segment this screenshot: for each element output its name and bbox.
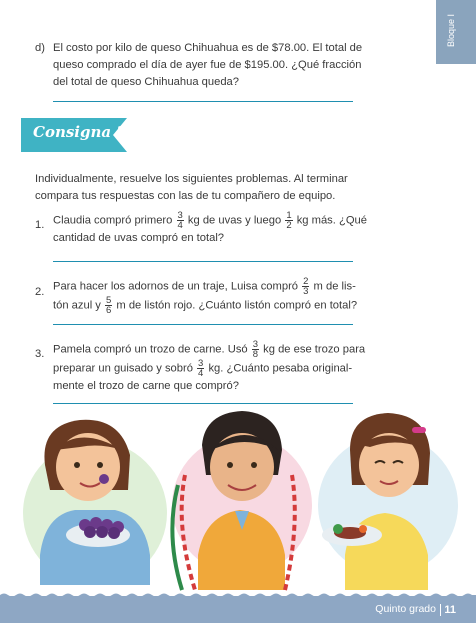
consigna-title: Consigna 2: [33, 123, 127, 141]
fraction-numerator: 1: [286, 210, 292, 221]
girl-with-meat-plate-illustration: [318, 413, 458, 590]
fraction-3-4: [177, 211, 184, 230]
item-d-line-3: del total de queso Chihuahua queda?: [53, 76, 239, 88]
problem-3-line-1: [53, 340, 463, 359]
problem-2-text-a: Para hacer los adornos de un traje, Luisa compró: [53, 280, 302, 293]
problem-2-line-2: [53, 296, 463, 315]
problem-2-text-c: tón azul y: [53, 299, 104, 312]
problem-2-text: [53, 277, 463, 315]
problem-1-line-2: cantidad de uvas compró en total?: [53, 232, 225, 244]
intro-line-1: Individualmente, resuelve los siguientes problemas. Al terminar: [35, 173, 348, 185]
problem-1-number: 1.: [35, 219, 45, 231]
fraction-numerator: 5: [106, 295, 112, 306]
answer-line-1[interactable]: [53, 261, 353, 262]
footer-divider: [440, 604, 441, 616]
fraction-denominator: 4: [198, 368, 204, 379]
problem-3-line-2: [53, 359, 463, 378]
block-label: Bloque I: [446, 14, 456, 48]
problem-1-text-c: kg más. ¿Qué: [293, 214, 367, 227]
fraction-denominator: 4: [177, 220, 183, 231]
answer-line-3[interactable]: [53, 403, 353, 404]
fraction-denominator: 8: [252, 349, 259, 360]
answer-line-2[interactable]: [53, 324, 353, 325]
fraction-numerator: 3: [177, 210, 183, 221]
problem-3-text-a: Pamela compró un trozo de carne. Usó: [53, 343, 251, 356]
intro-text: [35, 171, 455, 205]
item-d-text: [53, 40, 453, 91]
problem-3-text-c: preparar un guisado y sobró: [53, 362, 197, 375]
grade-label: Quinto grado: [375, 603, 436, 615]
fraction-denominator: 3: [303, 286, 309, 297]
problem-2-text-d: m de listón rojo. ¿Cuánto listón compró en total?: [113, 299, 358, 312]
item-d-line-2: queso comprado el día de ayer fue de $195.00. ¿Qué fracción: [53, 59, 362, 71]
fraction-1-2: [285, 211, 292, 230]
fraction-numerator: 3: [252, 339, 259, 350]
fraction-numerator: 3: [198, 358, 204, 369]
girl-with-grapes-illustration: [23, 420, 167, 585]
fraction-denominator: 2: [286, 220, 292, 231]
item-d-line-1: El costo por kilo de queso Chihuahua es de $78.00. El total de: [53, 42, 363, 54]
problem-1-line-1: [53, 211, 463, 230]
fraction-3-8: [252, 340, 259, 359]
problem-2-number: 2.: [35, 286, 45, 298]
children-illustration: [0, 405, 476, 595]
problem-3-number: 3.: [35, 348, 45, 360]
item-d-label: d): [35, 42, 45, 54]
intro-line-2: compara tus respuestas con las de tu compañero de equipo.: [35, 190, 336, 202]
problem-2-line-1: [53, 277, 463, 296]
problem-1-text-b: kg de uvas y luego: [184, 214, 285, 227]
fraction-denominator: 6: [106, 305, 112, 316]
problem-3-text-b: kg de ese trozo para: [260, 343, 366, 356]
answer-line-d[interactable]: [53, 101, 353, 102]
boy-with-ribbons-illustration: [172, 411, 312, 590]
problem-1-text: [53, 211, 463, 247]
page-number: 11: [444, 604, 456, 616]
problem-3-line-3: mente el trozo de carne que compró?: [53, 380, 239, 392]
problem-3-text-d: kg. ¿Cuánto pesaba original-: [205, 362, 353, 375]
fraction-2-3: [302, 277, 309, 296]
problem-1-text-a: Claudia compró primero: [53, 214, 176, 227]
fraction-3-4: [197, 359, 204, 378]
problem-3-text: [53, 340, 463, 395]
fraction-5-6: [105, 296, 112, 315]
fraction-numerator: 2: [303, 276, 309, 287]
problem-2-text-b: m de lis-: [310, 280, 356, 293]
